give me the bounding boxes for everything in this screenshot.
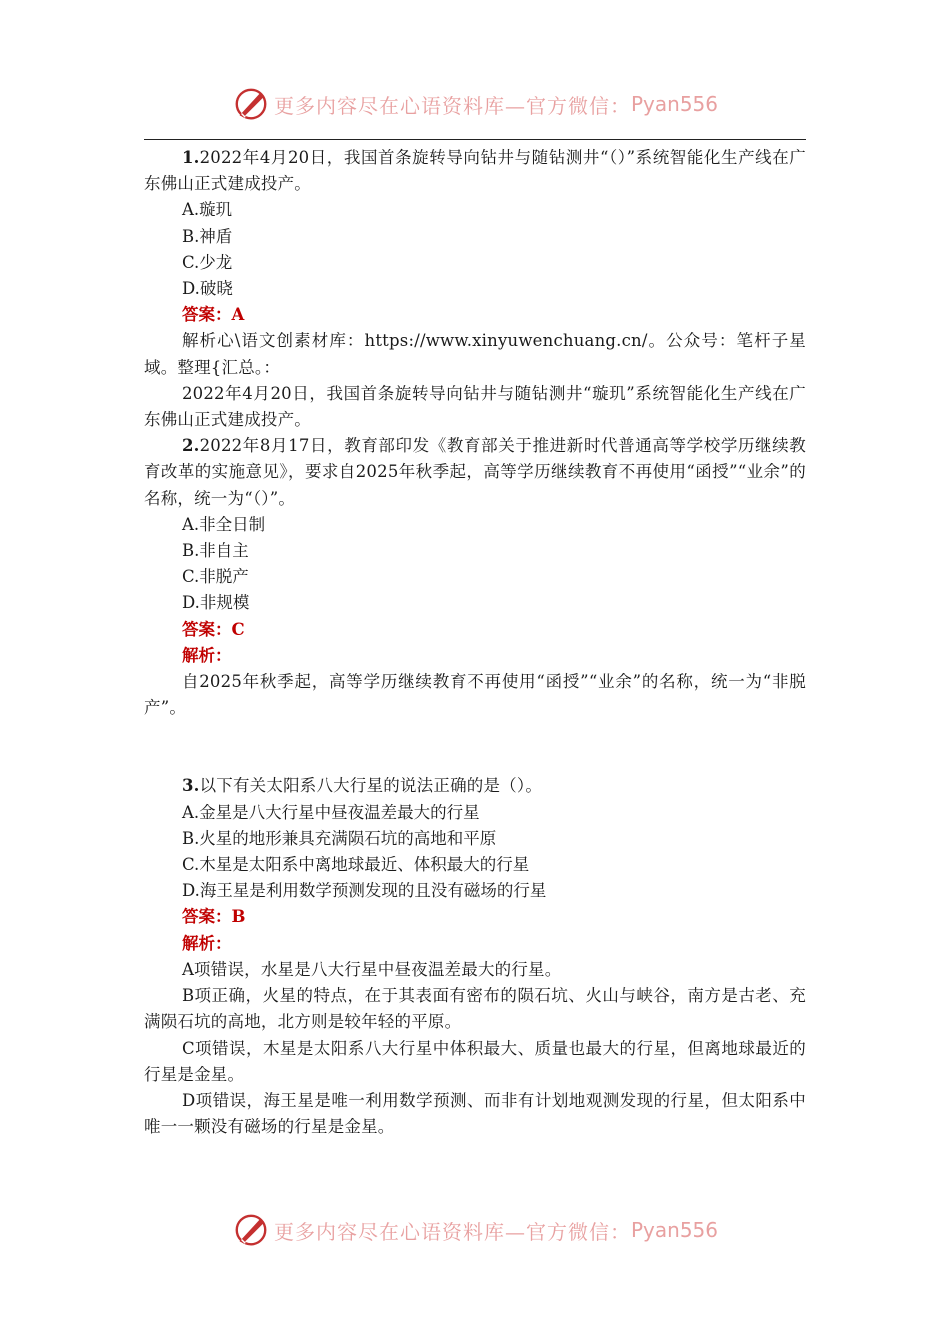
option-b: B.神盾 (181, 226, 233, 246)
option-a: A.金星是八大行星中昼夜温差最大的行星 (181, 802, 480, 822)
option-a: A.非全日制 (181, 514, 266, 534)
option-b: B.火星的地形兼具充满陨石坑的高地和平原 (181, 828, 497, 848)
document-body (144, 145, 806, 1140)
analysis-text: C项错误，木星是太阳系八大行星中体积最大、质量也最大的行星，但离地球最近的行星是金星。 (144, 1038, 806, 1084)
question-1 (144, 145, 806, 433)
question-number: 2. (181, 436, 200, 456)
question-3 (144, 773, 806, 1140)
option-d: D.破晓 (181, 279, 233, 299)
question-number: 1. (181, 148, 200, 167)
question-2 (144, 433, 806, 721)
analysis-label: 解析： (181, 645, 232, 665)
header-banner (0, 82, 950, 126)
analysis-label: 解析心\语文创素材库：https://www.xinyuwenchuang.cn/。公众号：笔杆子星域。整理{汇总。： (144, 331, 806, 377)
pen-logo-icon (232, 85, 270, 123)
header-banner-id: Pyan556 (630, 92, 718, 116)
question-stem (144, 773, 806, 799)
option-d: D.海王星是利用数学预测发现的且没有磁场的行星 (181, 881, 547, 901)
question-text: 2022年4月20日，我国首条旋转导向钻井与随钻测井“（）”系统智能化生产线在广东佛山正式建成投产。 (144, 148, 806, 194)
pen-logo-icon (232, 1211, 270, 1249)
header-divider (144, 139, 806, 140)
analysis-text: A项错误，水星是八大行星中昼夜温差最大的行星。 (181, 959, 562, 979)
analysis-label: 解析： (181, 933, 232, 953)
option-c: C.木星是太阳系中离地球最近、体积最大的行星 (181, 855, 530, 875)
spacer (144, 721, 806, 773)
question-number: 3. (181, 776, 200, 796)
question-text: 2022年8月17日，教育部印发《教育部关于推进新时代普通高等学校学历继续教育改革的实施意见》，要求自2025年秋季起，高等学历继续教育不再使用“函授”“业余”的名称，统一为“（）”。 (144, 436, 806, 508)
option-a: A.璇玑 (181, 200, 233, 220)
option-b: B.非自主 (181, 541, 249, 561)
option-c: C.少龙 (181, 252, 233, 272)
option-c: C.非脱产 (181, 567, 249, 587)
answer: 答案：A (181, 305, 245, 325)
answer: 答案：B (181, 907, 246, 927)
analysis-text: D项错误，海王星是唯一利用数学预测、而非有计划地观测发现的行星，但太阳系中唯一一颗没有磁场的行星是金星。 (144, 1090, 806, 1137)
footer-banner (0, 1208, 950, 1252)
analysis-text: 自2025年秋季起，高等学历继续教育不再使用“函授”“业余”的名称，统一为“非脱产”。 (144, 672, 806, 718)
header-banner-text: 更多内容尽在心语资料库—官方微信： (273, 93, 631, 118)
question-stem (144, 433, 806, 512)
option-d: D.非规模 (181, 593, 250, 613)
question-stem (144, 145, 806, 197)
analysis-text: B项正确，火星的特点，在于其表面有密布的陨石坑、火山与峡谷，南方是古老、充满陨石坑的高地，北方则是较年轻的平原。 (144, 986, 806, 1032)
footer-banner-text: 更多内容尽在心语资料库—官方微信： (273, 1219, 631, 1244)
analysis-text: 2022年4月20日，我国首条旋转导向钻井与随钻测井“璇玑”系统智能化生产线在广东佛山正式建成投产。 (144, 383, 806, 430)
question-text: 以下有关太阳系八大行星的说法正确的是（）。 (199, 776, 543, 796)
answer: 答案：C (181, 619, 245, 639)
footer-banner-id: Pyan556 (630, 1218, 718, 1242)
